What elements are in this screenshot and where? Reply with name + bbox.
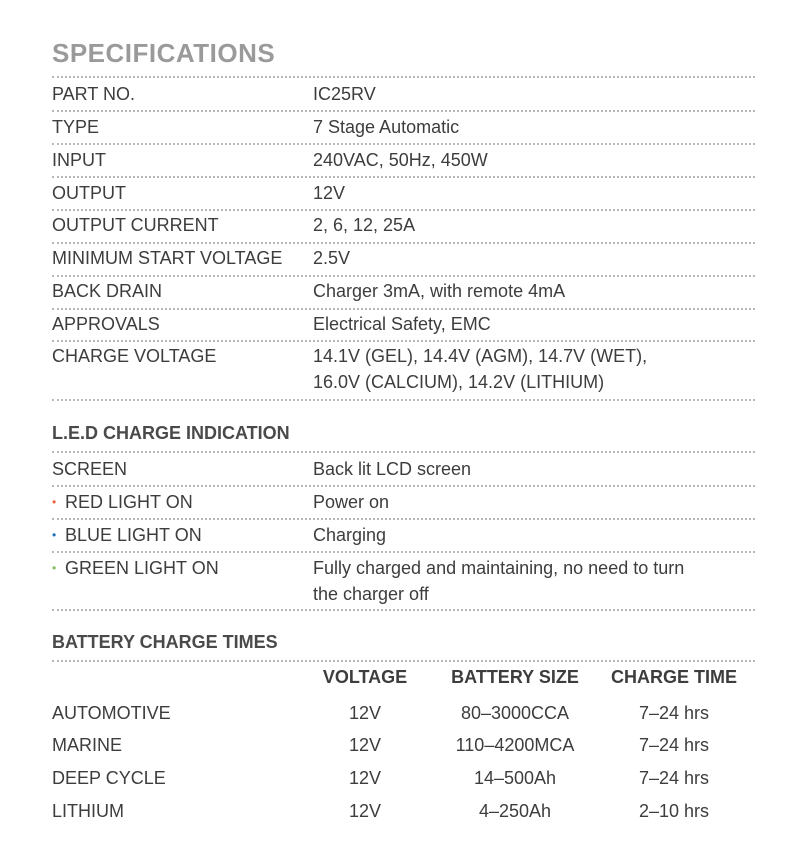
battery-voltage: 12V [348,801,382,821]
led-label: SCREEN [52,459,128,479]
spec-value: 2, 6, 12, 25A [313,215,416,235]
battery-size: 14–500Ah [473,768,557,788]
battery-size: 110–4200MCA [455,735,575,755]
divider [52,660,755,662]
spec-value: Electrical Safety, EMC [313,314,491,334]
spec-value-line: 14.1V (GEL), 14.4V (AGM), 14.7V (WET), [313,346,648,366]
divider [52,143,755,145]
led-value: Charging [313,525,387,545]
battery-size: 80–3000CCA [460,703,570,723]
divider [52,451,755,453]
battery-type: DEEP CYCLE [52,768,166,788]
battery-type: AUTOMOTIVE [52,703,171,723]
battery-voltage: 12V [348,735,382,755]
blue-dot-icon: • [52,528,57,542]
divider [52,485,755,487]
battery-type: MARINE [52,735,123,755]
battery-type: LITHIUM [52,801,124,821]
spec-value: 12V [313,183,346,203]
led-label: RED LIGHT ON [65,492,193,512]
divider [52,242,755,244]
divider [52,176,755,178]
battery-size: 4–250Ah [478,801,552,821]
led-value: Back lit LCD screen [313,459,472,479]
charge-time: 7–24 hrs [638,768,710,788]
led-value-line: Fully charged and maintaining, no need to turn [313,558,685,578]
divider [52,518,755,520]
divider [52,209,755,211]
spec-value: 240VAC, 50Hz, 450W [313,150,488,170]
divider [52,110,755,112]
spec-label: APPROVALS [52,314,160,334]
charge-time: 7–24 hrs [638,735,710,755]
green-dot-icon: • [52,561,57,575]
column-header-battery-size: BATTERY SIZE [451,667,579,687]
spec-value: 2.5V [313,248,351,268]
divider [52,76,755,78]
spec-label: PART NO. [52,84,136,104]
column-header-charge-time: CHARGE TIME [611,667,737,687]
led-label: GREEN LIGHT ON [65,558,219,578]
spec-value-line: 16.0V (CALCIUM), 14.2V (LITHIUM) [313,372,605,392]
divider [52,551,755,553]
section-title-led: L.E.D CHARGE INDICATION [52,423,290,443]
spec-label: OUTPUT CURRENT [52,215,219,235]
divider [52,340,755,342]
spec-value [313,343,753,395]
divider [52,399,755,401]
led-value-line: the charger off [313,584,429,604]
divider [52,609,755,611]
spec-label: BACK DRAIN [52,281,163,301]
led-value: Power on [313,492,390,512]
spec-label: CHARGE VOLTAGE [52,346,217,366]
spec-label: TYPE [52,117,100,137]
spec-value: 7 Stage Automatic [313,117,460,137]
led-value [313,555,753,607]
led-label: BLUE LIGHT ON [65,525,202,545]
divider [52,308,755,310]
spec-label: MINIMUM START VOLTAGE [52,248,283,268]
spec-value: IC25RV [313,84,376,104]
spec-label: OUTPUT [52,183,126,203]
charge-time: 2–10 hrs [638,801,710,821]
divider [52,275,755,277]
spec-label: INPUT [52,150,106,170]
column-header-voltage: VOLTAGE [322,667,408,687]
red-dot-icon: • [52,495,57,509]
charge-time: 7–24 hrs [638,703,710,723]
spec-value: Charger 3mA, with remote 4mA [313,281,566,301]
section-title-battery: BATTERY CHARGE TIMES [52,632,278,652]
page-title: SPECIFICATIONS [52,38,276,68]
battery-voltage: 12V [348,768,382,788]
battery-voltage: 12V [348,703,382,723]
